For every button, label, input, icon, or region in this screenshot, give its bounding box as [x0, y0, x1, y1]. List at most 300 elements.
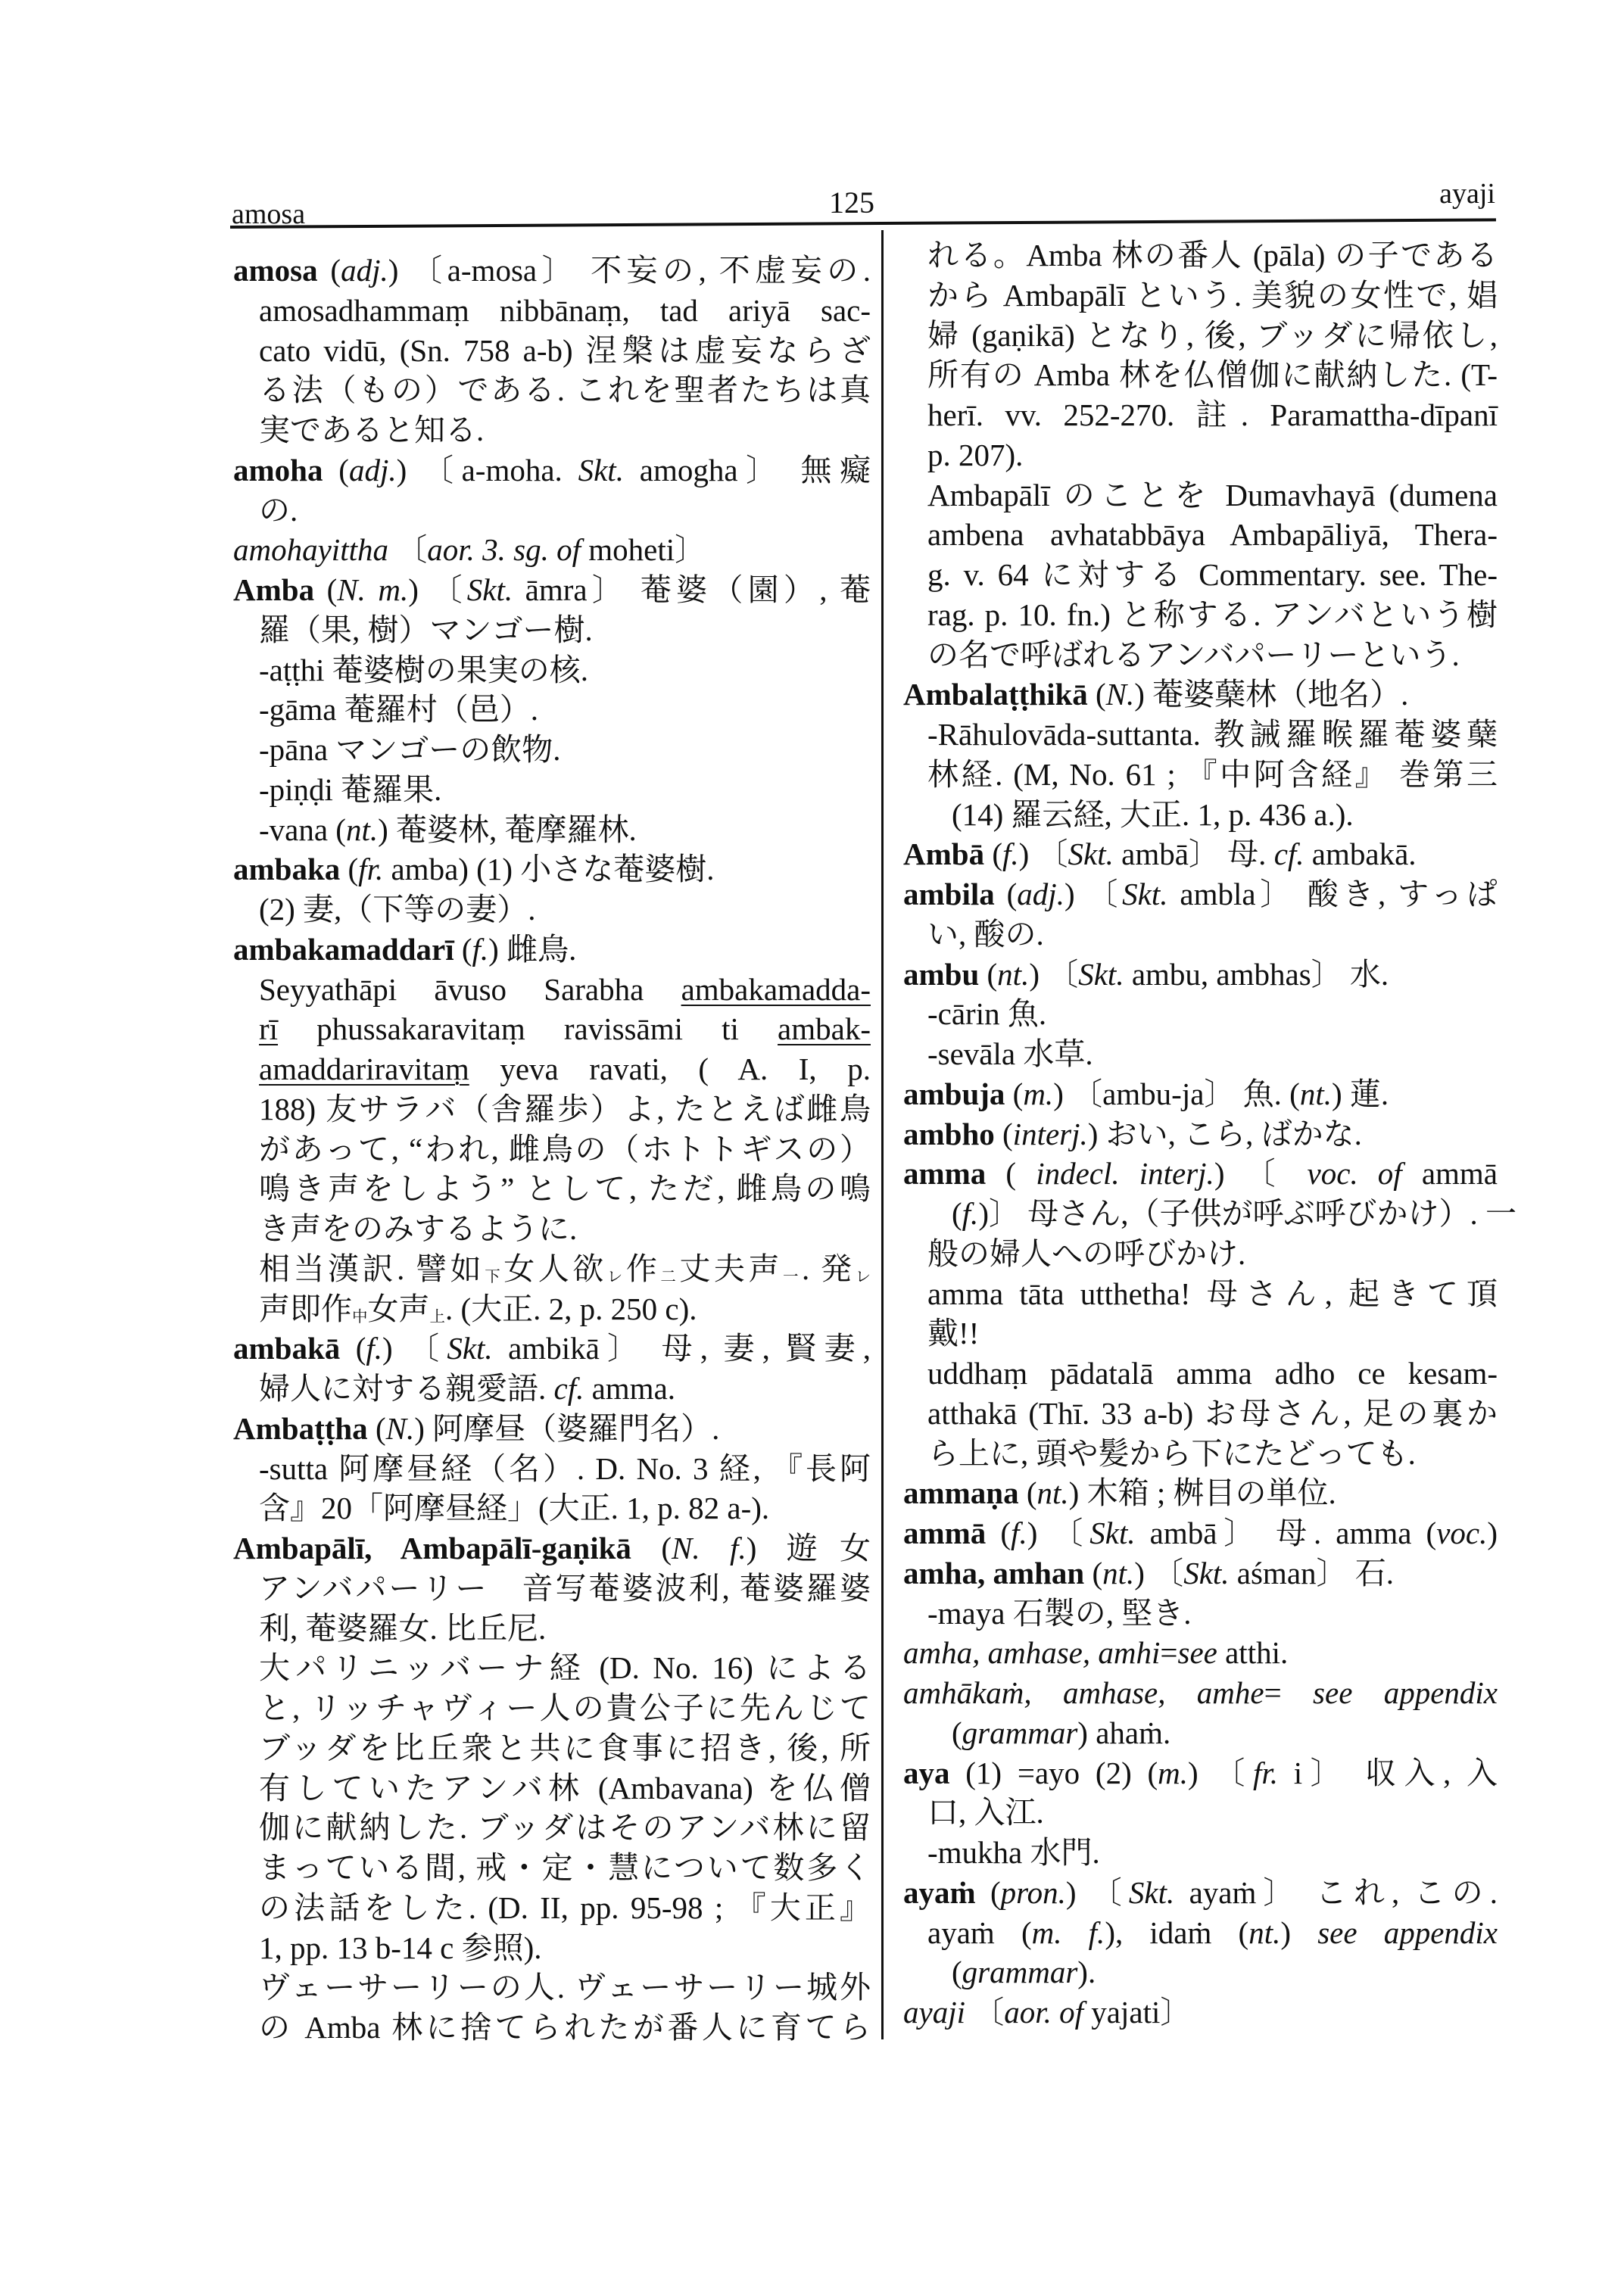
entry-text-line — [927, 435, 1498, 475]
text: ) 蓮. — [1331, 1076, 1389, 1111]
text: 女人欲 — [503, 1251, 607, 1286]
kaeriten-mark: 上 — [429, 1308, 445, 1326]
entry-text-line — [927, 235, 1498, 275]
text: ブッダを比丘衆と共に食事に招き, 後, 所 — [259, 1730, 871, 1765]
entry-headword-line — [903, 955, 1498, 994]
text: (14) 羅云経, 大正. 1, p. 436 a.). — [952, 796, 1354, 832]
italic-label: cf. — [553, 1371, 584, 1406]
entry-headword-line — [233, 570, 871, 609]
text: ), idaṁ ( — [1105, 1914, 1249, 1950]
italic-label: m. — [1023, 1076, 1054, 1111]
italic-label: grammar — [962, 1955, 1078, 1990]
entry-text-line — [259, 1369, 871, 1408]
entry-text-line — [927, 595, 1498, 634]
entry-text-line — [259, 1049, 871, 1089]
entry-text-line — [259, 1808, 871, 1847]
italic-label: nt. — [345, 812, 379, 847]
entry-text-line — [259, 1249, 871, 1288]
text: ( — [314, 572, 338, 607]
entry-headword-line — [903, 1553, 1498, 1593]
text: g. v. 64 に対する Commentary. see. The- — [927, 557, 1498, 592]
entry-headword-line — [233, 530, 871, 569]
text: phussakaravitaṃ ravissāmi ti — [278, 1011, 778, 1047]
text: い, 酸の. — [927, 916, 1044, 952]
entry-text-line — [259, 1569, 871, 1608]
italic-label: f. — [366, 1331, 383, 1366]
entry-text-line — [259, 770, 871, 809]
entry-text-line — [259, 291, 871, 330]
entry-text-line — [259, 1129, 871, 1169]
entry-text-line — [259, 1609, 871, 1648]
underlined-citation: ambak- — [778, 1011, 871, 1047]
entry-text-line — [259, 1768, 871, 1808]
underlined-citation: ambakamadda- — [681, 971, 871, 1007]
entry-text-line — [259, 1648, 871, 1687]
entry-text-line — [927, 1274, 1498, 1313]
headword: amosa — [233, 253, 318, 288]
entry-text-line — [927, 1594, 1498, 1633]
text: ) 遊女 — [746, 1531, 871, 1566]
italic-label: adj. — [341, 253, 388, 288]
entry-text-line — [952, 1713, 1498, 1752]
text: (2) 妻,（下等の妻）. — [259, 892, 536, 927]
entry-text-line — [259, 1688, 871, 1728]
text: -gāma 菴羅村（邑）. — [259, 692, 538, 727]
entry-headword-line — [903, 1473, 1498, 1513]
entry-text-line — [927, 395, 1498, 435]
text: herī. vv. 252-270. 註. Paramattha-dīpanī — [927, 397, 1498, 432]
headword: amma — [903, 1156, 987, 1192]
kaeriten-mark: レ — [606, 1268, 626, 1285]
text: ( — [631, 1531, 672, 1566]
text: ) 〔 — [1027, 1516, 1090, 1550]
entry-headword-line — [903, 1633, 1498, 1672]
text: ( — [1005, 1076, 1024, 1111]
italic-label: amohayittha — [233, 532, 388, 568]
text: moheti〕 — [581, 532, 706, 568]
entry-headword-line — [903, 1513, 1498, 1553]
text: )〕 母さん,（子供が呼ぶ呼びかけ）. 一 — [978, 1196, 1516, 1231]
italic-label: voc. — [1436, 1516, 1488, 1550]
italic-label: indecl. interj. — [1036, 1156, 1214, 1192]
entry-text-line — [927, 1313, 1498, 1353]
text: -sutta 阿摩昼経（名）. D. No. 3 経, 『長阿 — [259, 1450, 871, 1486]
text: の名で呼ばれるアンバパーリーという. — [927, 637, 1460, 672]
text: ) 木箱 ; 桝目の単位. — [1068, 1475, 1336, 1511]
entry-text-line — [952, 1952, 1498, 1992]
text: ) 〔 — [1029, 956, 1079, 992]
italic-label: adj. — [348, 452, 397, 488]
text: ( — [323, 452, 349, 488]
text: ( — [1084, 1555, 1103, 1590]
text: ( — [952, 1196, 962, 1231]
entry-text-line — [259, 1888, 871, 1927]
italic-label: f. — [1002, 837, 1019, 872]
text: 婦人に対する親愛語. — [259, 1371, 554, 1406]
text: ). — [1077, 1955, 1096, 1990]
text: 鳴き声をしよう” として, ただ, 雌鳥の鳴 — [259, 1171, 871, 1207]
italic-label: amhākaṁ, amhase, amhe — [903, 1675, 1264, 1710]
text: rag. p. 10. fn.) と称する. アンバという樹 — [927, 597, 1498, 632]
entry-text-line — [259, 331, 871, 370]
text: 口, 入江. — [927, 1795, 1044, 1830]
entry-text-line — [259, 889, 871, 929]
italic-label: nt. — [997, 956, 1030, 992]
text: ( — [454, 931, 472, 967]
text: yeva ravati, ( A. I, p. — [469, 1051, 871, 1086]
text: ammā — [1401, 1156, 1498, 1192]
text: ら上に, 頭や髪から下にたどっても. — [927, 1435, 1416, 1471]
running-head-first-entry: amosa — [232, 198, 306, 230]
headword: Ambaṭṭha — [233, 1410, 368, 1446]
entry-text-line — [259, 1488, 871, 1528]
text: ) 雌鳥. — [488, 931, 577, 967]
entry-text-line — [927, 635, 1498, 675]
headword: ambakā — [233, 1331, 341, 1366]
entry-headword-line — [903, 1154, 1498, 1193]
headword: aya — [903, 1755, 950, 1790]
text: ) 〔 — [1065, 1874, 1129, 1910]
italic-label: see — [1177, 1635, 1217, 1671]
italic-label: Skt. — [578, 452, 624, 488]
text: -pāna マンゴーの飲物. — [259, 732, 561, 767]
headword: amoha — [233, 452, 323, 488]
text: amma. — [584, 1371, 676, 1406]
text: ) 〔 — [1188, 1755, 1253, 1790]
text: ) 菴婆林, 菴摩羅林. — [378, 812, 637, 847]
entry-text-line — [927, 1913, 1498, 1952]
entry-text-line — [952, 1194, 1516, 1233]
text: の Amba 林に捨てられたが番人に育てら — [259, 2010, 871, 2045]
page-number: 125 — [829, 185, 874, 220]
entry-text-line — [259, 1449, 871, 1488]
text: cato vidū, (Sn. 758 a-b) 涅槃は虚妄ならざ — [259, 332, 871, 368]
italic-label: aor. 3. sg. of — [427, 532, 581, 568]
text: ( — [1018, 1475, 1037, 1511]
text: ) おい, こら, ばかな. — [1087, 1116, 1362, 1151]
entry-text-line — [259, 1848, 871, 1887]
text: . 発 — [802, 1251, 856, 1286]
text: る法（もの）である. これを聖者たちは真 — [259, 372, 871, 408]
entry-text-line — [259, 970, 871, 1009]
text: ayaṁ〕 これ, この. — [1174, 1874, 1498, 1910]
text: ( — [1087, 677, 1106, 712]
text: 利, 菴婆羅女. 比丘尼. — [259, 1610, 547, 1646]
italic-label: m. f. — [1031, 1914, 1105, 1950]
kaeriten-mark: 一 — [782, 1268, 802, 1285]
text: 188) 友サラバ（舎羅歩）よ, たとえば雌鳥 — [259, 1091, 871, 1126]
headword: ambuja — [903, 1076, 1005, 1111]
text: ) 〔ambu-ja〕 魚. ( — [1053, 1076, 1300, 1111]
headword: ammaṇa — [903, 1475, 1019, 1511]
entry-text-line — [927, 1034, 1498, 1073]
italic-label: ayaji — [903, 1995, 965, 2030]
entry-text-line — [259, 810, 871, 849]
entry-text-line — [259, 1209, 871, 1248]
text: ambā〕 母. amma ( — [1135, 1516, 1437, 1550]
text: があって, “われ, 雌鳥の（ホトトギスの） — [259, 1131, 871, 1167]
entry-text-line — [927, 316, 1498, 355]
italic-label: f. — [472, 931, 489, 967]
running-head-last-entry: ayaji — [1439, 178, 1495, 210]
text: Seyyathāpi āvuso Sarabha — [259, 971, 681, 1007]
entry-text-line — [259, 1967, 871, 2007]
kaeriten-mark: 二 — [660, 1268, 680, 1285]
entry-headword-line — [233, 1409, 871, 1448]
text: ambakā. — [1304, 837, 1417, 872]
entry-text-line — [927, 555, 1498, 594]
text: ( — [986, 1516, 1011, 1550]
entry-text-line — [259, 1009, 871, 1048]
italic-label: N. f. — [672, 1531, 747, 1566]
underlined-citation: rī — [259, 1011, 279, 1047]
text: 有していたアンバ林 (Ambavana) を仏僧 — [259, 1770, 871, 1805]
kaeriten-mark: 下 — [485, 1268, 504, 1285]
text: ( — [975, 1874, 1001, 1910]
text: ) 〔 — [1064, 877, 1123, 911]
text: 1, pp. 13 b-14 c 参照). — [259, 1930, 542, 1965]
entry-headword-line — [903, 834, 1498, 874]
text: 含』20「阿摩昼経」(大正. 1, p. 82 a-). — [259, 1491, 770, 1526]
entry-headword-line — [903, 874, 1498, 914]
italic-label: f. — [1011, 1516, 1027, 1550]
entry-text-line — [259, 730, 871, 769]
text: ambikā〕 母, 妻, 賢妻, — [492, 1331, 871, 1366]
italic-label: Skt. — [1122, 877, 1168, 911]
italic-label: nt. — [1102, 1555, 1135, 1590]
text: = — [1264, 1675, 1314, 1710]
text: 〔 — [965, 1995, 1005, 2030]
italic-label: Skt. — [1128, 1874, 1175, 1910]
text: 戴!! — [927, 1316, 980, 1351]
text: ) 〔 — [1018, 837, 1068, 872]
text: ( — [952, 1955, 962, 1990]
italic-label: adj. — [1017, 877, 1064, 911]
text: -aṭṭhi 菴婆樹の果実の核. — [259, 652, 589, 687]
text: ) 〔 — [382, 1331, 447, 1366]
headword: ambakamaddarī — [233, 931, 454, 967]
italic-label: amha, amhase, amhi — [903, 1635, 1161, 1671]
text: アンバパーリー 音写菴婆波利, 菴婆羅婆 — [259, 1570, 871, 1606]
headword: Ambā — [903, 837, 985, 872]
text: ヴェーサーリーの人. ヴェーサーリー城外 — [259, 1970, 871, 2005]
entry-text-line — [927, 1354, 1498, 1393]
italic-label: N. — [1105, 677, 1135, 712]
italic-label: m. — [1158, 1755, 1188, 1790]
text: ) 〔 — [1134, 1555, 1184, 1590]
entry-headword-line — [233, 1329, 871, 1368]
headword: ambho — [903, 1116, 995, 1151]
text: き声をのみするように. — [259, 1211, 578, 1246]
text: ( — [340, 1331, 366, 1366]
text: (1) =ayo (2) ( — [949, 1755, 1158, 1790]
text: ( — [994, 877, 1018, 911]
text: . (大正. 2, p. 250 c). — [445, 1291, 697, 1326]
text: 実であると知る. — [259, 413, 485, 447]
entry-text-line — [927, 1793, 1498, 1832]
italic-label: Skt. — [1068, 837, 1114, 872]
text: れる。Amba 林の番人 (pāla) の子である — [927, 238, 1498, 273]
headword: Ambalaṭṭhikā — [903, 677, 1088, 712]
text: 女声 — [367, 1291, 430, 1326]
text: から Ambapālī という. 美貌の女性で, 娼 — [927, 277, 1498, 313]
entry-headword-line — [903, 1992, 1498, 2032]
entry-text-line — [927, 355, 1498, 394]
entry-headword-line — [233, 849, 871, 889]
text: p. 207). — [927, 437, 1024, 472]
text: ambā〕 母. — [1113, 837, 1274, 872]
text: amba) (1) 小さな菴婆樹. — [383, 852, 715, 887]
italic-label: aor. of — [1004, 1995, 1084, 2030]
text: 羅（果, 樹）マンゴー樹. — [259, 612, 593, 647]
text: ( — [317, 253, 341, 288]
text: atthakā (Thī. 33 a-b) お母さん, 足の裏か — [927, 1395, 1498, 1431]
text: 相当漢訳. 譬如 — [259, 1251, 485, 1286]
entry-text-line — [927, 994, 1498, 1033]
italic-label: nt. — [1036, 1475, 1069, 1511]
text: amogha〕 無癡 — [623, 452, 871, 488]
text: ambu, ambhas〕 水. — [1124, 956, 1389, 992]
text: ( — [979, 956, 998, 992]
headword: ayaṁ — [903, 1874, 976, 1910]
text: yajati〕 — [1083, 1995, 1192, 2030]
italic-label: f. — [962, 1196, 979, 1231]
text: atthi. — [1217, 1635, 1289, 1671]
italic-label: fr. — [1252, 1755, 1278, 1790]
text: ( — [984, 837, 1002, 872]
entry-text-line — [259, 1169, 871, 1208]
entry-headword-line — [903, 675, 1498, 714]
entry-headword-line — [233, 930, 871, 969]
text: 大パリニッバーナ経 (D. No. 16) による — [259, 1650, 871, 1686]
text: の法話をした. (D. II, pp. 95-98 ; 『大正』 — [259, 1890, 871, 1925]
entry-text-line — [927, 276, 1498, 315]
text: -maya 石製の, 堅き. — [927, 1595, 1192, 1631]
italic-label: Skt. — [447, 1331, 493, 1366]
kaeriten-mark: 中 — [352, 1308, 368, 1326]
headword: ambaka — [233, 852, 341, 887]
text: ambla〕 酸き, すっぱ — [1167, 877, 1498, 911]
underlined-citation: amaddariravitaṃ — [259, 1051, 469, 1086]
italic-label: fr. — [358, 852, 384, 887]
text: ) 〔 — [1214, 1156, 1308, 1192]
entry-headword-line — [233, 251, 871, 290]
text: ayaṁ ( — [927, 1914, 1032, 1950]
headword: ambila — [903, 877, 995, 911]
entry-headword-line — [903, 1673, 1498, 1712]
text: ( — [340, 852, 359, 887]
italic-label: Skt. — [1078, 956, 1124, 992]
italic-label: Skt. — [1183, 1555, 1230, 1590]
text: 〔 — [388, 532, 428, 568]
text: -cārin 魚. — [927, 996, 1047, 1032]
text: ) 〔 — [408, 572, 467, 607]
headword: amha, amhan — [903, 1555, 1085, 1590]
text: aśman〕 石. — [1229, 1555, 1395, 1590]
text: 林経. (M, No. 61 ; 『中阿含経』 巻第三 — [927, 756, 1498, 792]
text: ( — [952, 1715, 962, 1750]
entry-text-line — [259, 1289, 871, 1329]
text: と, リッチャヴィー人の貴公子に先んじて — [259, 1690, 871, 1725]
text: ) ahaṁ. — [1077, 1715, 1171, 1750]
italic-label: grammar — [962, 1715, 1078, 1750]
entry-headword-line — [903, 1114, 1498, 1154]
text: ( — [994, 1116, 1013, 1151]
italic-label: cf. — [1273, 837, 1304, 872]
entry-text-line — [927, 1394, 1498, 1433]
entry-text-line — [927, 1833, 1498, 1872]
entry-text-line — [259, 1728, 871, 1768]
entry-headword-line — [233, 450, 871, 490]
entry-text-line — [259, 1928, 871, 1967]
entry-text-line — [259, 1089, 871, 1129]
text: amma tāta utthetha! 母さん, 起きて頂 — [927, 1276, 1498, 1311]
italic-label: nt. — [1248, 1914, 1281, 1950]
entry-text-line — [927, 515, 1498, 554]
entry-text-line — [927, 914, 1498, 954]
entry-text-line — [927, 1434, 1498, 1473]
text: 婦 (gaṇikā) となり, 後, ブッダに帰依し, — [927, 317, 1498, 353]
text: -sevāla 水草. — [927, 1036, 1093, 1071]
text: -mukha 水門. — [927, 1835, 1100, 1870]
text: ) 菴婆蘖林（地名）. — [1134, 677, 1409, 712]
italic-label: N. m. — [337, 572, 409, 607]
entry-text-line — [927, 1234, 1498, 1273]
text: 伽に献納した. ブッダはそのアンバ林に留 — [259, 1810, 871, 1846]
italic-label: Skt. — [1089, 1516, 1136, 1550]
text: ( — [986, 1156, 1036, 1192]
entry-text-line — [927, 755, 1498, 794]
italic-label: see appendix — [1317, 1914, 1498, 1950]
entry-text-line — [259, 2008, 871, 2047]
text: āmra〕 菴婆（園）, 菴 — [513, 572, 871, 607]
text: ( — [367, 1410, 386, 1446]
headword: Ambapālī, Ambapālī-gaṇikā — [233, 1531, 631, 1566]
entry-text-line — [952, 795, 1498, 834]
text: -piṇḍi 菴羅果. — [259, 771, 442, 807]
text: 作 — [625, 1251, 661, 1286]
text: 声即作 — [259, 1291, 352, 1326]
text: i〕 収入, 入 — [1278, 1755, 1498, 1790]
text: ) 〔a-moha. — [396, 452, 578, 488]
text: の. — [259, 492, 298, 528]
italic-label: interj. — [1012, 1116, 1088, 1151]
entry-text-line — [927, 715, 1498, 754]
text: amosadhammaṃ nibbānaṃ, tad ariyā sac- — [259, 292, 871, 328]
text: まっている間, 戒・定・慧について数多く — [259, 1850, 871, 1885]
entry-headword-line — [233, 1528, 871, 1568]
entry-text-line — [927, 475, 1498, 515]
text: 般の婦人への呼びかけ. — [927, 1235, 1246, 1271]
italic-label: see appendix — [1313, 1675, 1498, 1710]
text: 丈夫声 — [679, 1251, 783, 1286]
kaeriten-mark: レ — [855, 1268, 871, 1285]
text: 所有の Amba 林を仏僧伽に献納した. (T- — [927, 357, 1498, 393]
headword: Amba — [233, 572, 315, 607]
headword: ambu — [903, 956, 980, 992]
italic-label: N. — [385, 1410, 415, 1446]
text: -vana ( — [259, 812, 346, 847]
text: ) — [1487, 1516, 1498, 1550]
entry-text-line — [259, 650, 871, 690]
italic-label: pron. — [1000, 1874, 1066, 1910]
entry-headword-line — [903, 1074, 1498, 1114]
entry-headword-line — [903, 1873, 1498, 1912]
headword: ammā — [903, 1516, 987, 1550]
entry-text-line — [259, 370, 871, 410]
entry-text-line — [259, 610, 871, 650]
column-divider — [881, 230, 884, 2039]
